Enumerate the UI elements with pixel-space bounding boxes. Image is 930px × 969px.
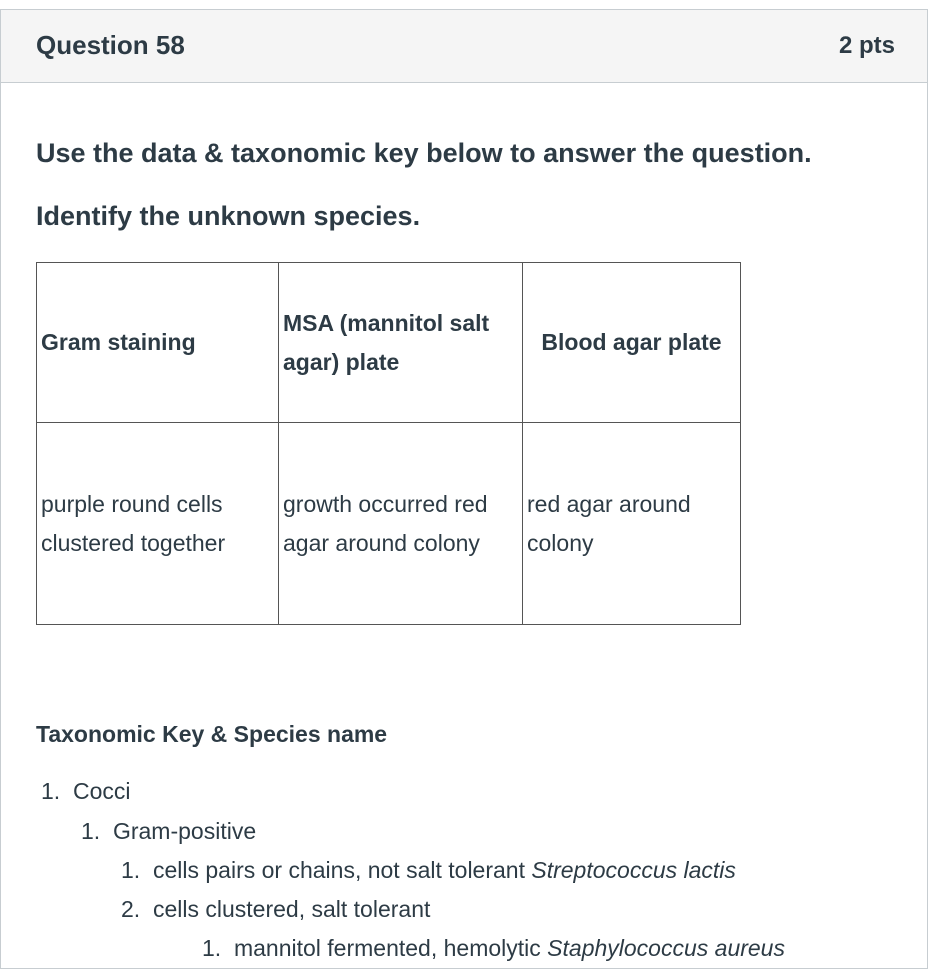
table-cell: growth occurred red agar around colony bbox=[279, 423, 523, 625]
list-item bbox=[121, 896, 430, 923]
table-row bbox=[37, 423, 741, 625]
table-header-cell: Gram staining bbox=[37, 263, 279, 423]
list-item bbox=[202, 935, 785, 962]
list-text: Gram-positive bbox=[112, 818, 257, 844]
list-item bbox=[121, 857, 736, 884]
key-title: Taxonomic Key & Species name bbox=[36, 721, 388, 747]
list-number: 1. bbox=[41, 778, 61, 804]
list-text: cells pairs or chains, not salt tolerant bbox=[152, 857, 532, 883]
table-header-cell: Blood agar plate bbox=[523, 263, 741, 423]
prompt-line-1: Use the data & taxonomic key below to answer the question. bbox=[36, 138, 812, 168]
list-text: mannitol fermented, hemolytic bbox=[233, 935, 548, 961]
question-points: 2 pts bbox=[838, 32, 895, 59]
table-header-cell: MSA (mannitol salt agar) plate bbox=[279, 263, 523, 423]
list-number: 2. bbox=[121, 896, 141, 922]
table-header-row bbox=[37, 263, 741, 423]
list-number: 1. bbox=[202, 935, 222, 961]
species-name: Staphylococcus aureus bbox=[547, 935, 785, 961]
list-item bbox=[41, 778, 130, 805]
data-table bbox=[36, 262, 741, 625]
question-header bbox=[1, 10, 927, 83]
list-text: Cocci bbox=[72, 778, 131, 804]
table-cell: purple round cells clustered together bbox=[37, 423, 279, 625]
list-number: 1. bbox=[121, 857, 141, 883]
species-name: Streptococcus lactis bbox=[531, 857, 736, 883]
question-title: Question 58 bbox=[36, 30, 185, 60]
prompt-line-2: Identify the unknown species. bbox=[36, 201, 421, 231]
list-item bbox=[81, 818, 256, 845]
table-cell: red agar around colony bbox=[523, 423, 741, 625]
question-card bbox=[0, 9, 928, 969]
list-text: cells clustered, salt tolerant bbox=[152, 896, 431, 922]
list-number: 1. bbox=[81, 818, 101, 844]
